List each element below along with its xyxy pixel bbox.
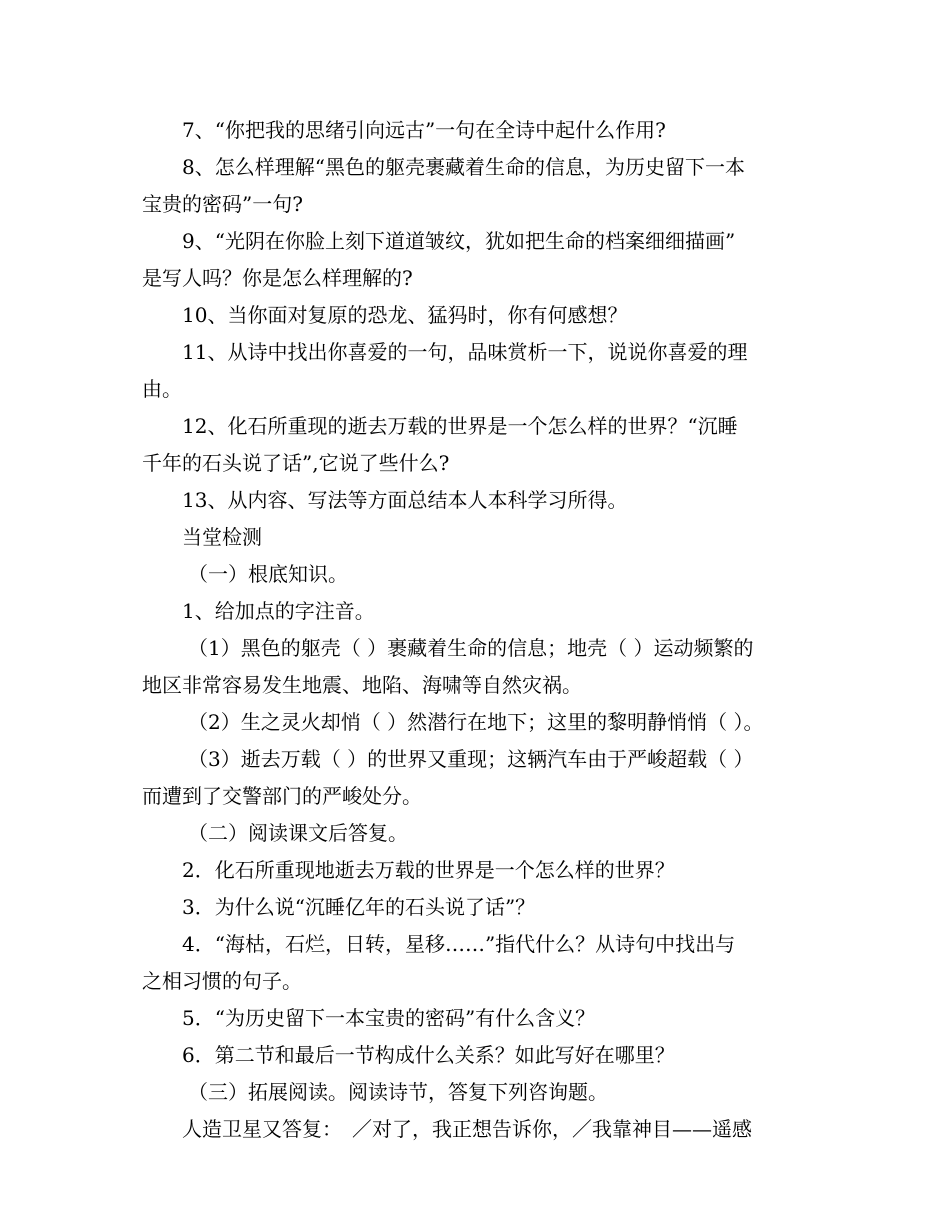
exercise-1-item-3-line-1: （3）逝去万载（ ）的世界又重现；这辆汽车由于严峻超载（ ） [188, 747, 754, 771]
question-13: 13、从内容、写法等方面总结本人本科学习所得。 [182, 488, 628, 512]
question-12-line-1: 12、化石所重现的逝去万载的世界是一个怎么样的世界？“沉睡 [182, 414, 738, 438]
poem-excerpt: 人造卫星又答复： ／对了，我正想告诉你，／我靠神目——遥感 [182, 1117, 752, 1141]
exercise-1-item-2: （2）生之灵火却悄（ ）然潜行在地下；这里的黎明静悄悄（ ）。 [188, 710, 764, 734]
reading-question-2: 2．化石所重现地逝去万载的世界是一个怎么样的世界？ [182, 858, 675, 882]
subsection-extended-reading: （三）拓展阅读。阅读诗节，答复下列咨询题。 [188, 1080, 608, 1104]
reading-question-4-line-1: 4．“海枯，石烂，日转，星移……”指代什么？从诗句中找出与 [182, 932, 736, 956]
subsection-reading: （二）阅读课文后答复。 [188, 821, 408, 845]
question-11-line-1: 11、从诗中找出你喜爱的一句，品味赏析一下，说说你喜爱的理 [182, 340, 748, 364]
reading-question-3: 3．为什么说“沉睡亿年的石头说了话”？ [182, 895, 536, 919]
question-8-line-1: 8、怎么样理解“黑色的躯壳裹藏着生命的信息，为历史留下一本 [182, 155, 745, 179]
question-11-line-2: 由。 [142, 377, 182, 401]
question-9-line-2: 是写人吗？你是怎么样理解的? [142, 266, 413, 290]
question-10: 10、当你面对复原的恐龙、猛犸时，你有何感想？ [182, 303, 628, 327]
reading-question-4-line-2: 之相习惯的句子。 [142, 969, 302, 993]
exercise-1-item-3-line-2: 而遭到了交警部门的严峻处分。 [142, 784, 422, 808]
section-heading-class-test: 当堂检测 [182, 525, 262, 549]
exercise-1-item-1-line-1: （1）黑色的躯壳（ ）裹藏着生命的信息；地壳（ ）运动频繁的 [188, 636, 754, 660]
question-7: 7、“你把我的思绪引向远古”一句在全诗中起什么作用? [182, 118, 666, 142]
question-8-line-2: 宝贵的密码”一句? [142, 192, 303, 216]
reading-question-5: 5．“为历史留下一本宝贵的密码”有什么含义？ [182, 1006, 596, 1030]
subsection-basic-knowledge: （一）根底知识。 [188, 562, 348, 586]
exercise-1: 1、给加点的字注音。 [182, 599, 375, 623]
question-9-line-1: 9、“光阴在你脸上刻下道道皱纹，犹如把生命的档案细细描画” [182, 229, 736, 253]
reading-question-6: 6．第二节和最后一节构成什么关系？如此写好在哪里？ [182, 1043, 675, 1067]
exercise-1-item-1-line-2: 地区非常容易发生地震、地陷、海啸等自然灾祸。 [142, 673, 582, 697]
question-12-line-2: 千年的石头说了话”,它说了些什么? [142, 451, 450, 475]
